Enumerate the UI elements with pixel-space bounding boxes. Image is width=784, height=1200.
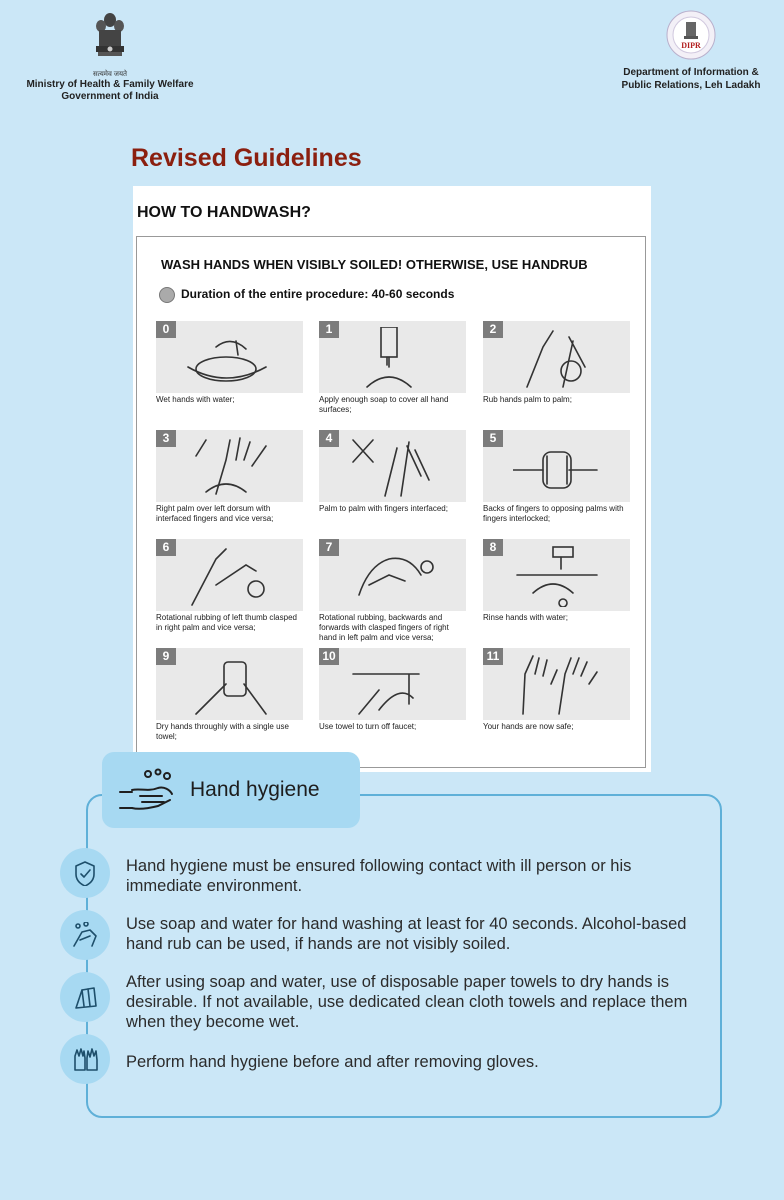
- step-8: [483, 539, 630, 623]
- step-illustration: [156, 648, 303, 720]
- hygiene-item-text: Use soap and water for hand washing at least for 40 seconds. Alcohol-based hand rub can be used, if hands are not visibly soiled.: [126, 915, 687, 953]
- step-number: 5: [483, 430, 503, 447]
- step-6: [156, 539, 303, 633]
- hygiene-item: [60, 910, 700, 970]
- step-number: 0: [156, 321, 176, 338]
- ministry-header: [20, 10, 200, 103]
- department-line2: Public Relations, Leh Ladakh: [621, 80, 761, 91]
- step-illustration: [319, 539, 466, 611]
- hand-hygiene-tab: [102, 752, 360, 828]
- step-7: [319, 539, 466, 643]
- step-caption: Wet hands with water;: [156, 395, 235, 404]
- step-caption: Use towel to turn off faucet;: [319, 722, 417, 731]
- step-3: [156, 430, 303, 524]
- hygiene-item-text: After using soap and water, use of disposable paper towels to dry hands is desirable. If not available, use dedicated clean cloth towels and replace them when they become wet.: [126, 973, 688, 1031]
- duration-line: [159, 287, 454, 303]
- step-number: 7: [319, 539, 339, 556]
- motto-text: सत्यमेव जयते: [92, 71, 128, 78]
- step-caption: Rotational rubbing, backwards and forwards with clasped fingers of right hand in left palm and vice versa;: [319, 613, 449, 642]
- step-illustration: [483, 539, 630, 611]
- page-title: Revised Guidelines: [131, 144, 362, 172]
- step-5: [483, 430, 630, 524]
- step-1: [319, 321, 466, 415]
- step-number: 1: [319, 321, 339, 338]
- clock-icon: [159, 287, 175, 303]
- step-number: 3: [156, 430, 176, 447]
- hygiene-item: [60, 848, 700, 908]
- step-number: 9: [156, 648, 176, 665]
- hands-illustration-icon: [513, 327, 601, 389]
- hands-illustration-icon: [186, 545, 274, 607]
- hands-illustration-icon: [186, 436, 274, 498]
- step-illustration: [156, 430, 303, 502]
- poster-title: HOW TO HANDWASH?: [137, 204, 311, 221]
- step-illustration: [483, 648, 630, 720]
- hands-illustration-icon: [513, 545, 601, 607]
- hygiene-item-text: Perform hand hygiene before and after removing gloves.: [126, 1053, 539, 1071]
- hygiene-item-text: Hand hygiene must be ensured following contact with ill person or his immediate environment.: [126, 857, 632, 895]
- hands-illustration-icon: [186, 327, 274, 389]
- step-illustration: [319, 321, 466, 393]
- step-illustration: [156, 539, 303, 611]
- shield-hand-icon: [60, 848, 110, 898]
- step-4: [319, 430, 466, 514]
- dipr-header: [606, 10, 776, 92]
- hygiene-item: [60, 1034, 700, 1094]
- step-number: 11: [483, 648, 503, 665]
- handwash-poster: [133, 186, 651, 772]
- step-caption: Rub hands palm to palm;: [483, 395, 572, 404]
- step-11: [483, 648, 630, 732]
- hands-illustration-icon: [349, 545, 437, 607]
- government-name: Government of India: [61, 91, 159, 102]
- soap-hands-icon: [60, 910, 110, 960]
- step-illustration: [483, 430, 630, 502]
- department-line1: Department of Information &: [623, 67, 759, 78]
- step-caption: Rotational rubbing of left thumb clasped in right palm and vice versa;: [156, 613, 297, 632]
- step-number: 6: [156, 539, 176, 556]
- hand-hygiene-label: Hand hygiene: [190, 778, 320, 801]
- paper-towel-icon: [60, 972, 110, 1022]
- gloves-icon: [60, 1034, 110, 1084]
- ministry-name: Ministry of Health & Family Welfare: [26, 79, 194, 90]
- step-illustration: [319, 430, 466, 502]
- step-caption: Backs of fingers to opposing palms with fingers interlocked;: [483, 504, 624, 523]
- national-emblem-icon: [91, 10, 129, 68]
- step-number: 8: [483, 539, 503, 556]
- hands-illustration-icon: [186, 654, 274, 716]
- hygiene-item: [60, 972, 700, 1032]
- hands-illustration-icon: [349, 436, 437, 498]
- poster-inner-frame: [136, 236, 646, 768]
- step-caption: Dry hands throughly with a single use towel;: [156, 722, 289, 741]
- step-caption: Right palm over left dorsum with interfaced fingers and vice versa;: [156, 504, 274, 523]
- department-name: [606, 66, 776, 92]
- step-2: [483, 321, 630, 405]
- hand-wash-icon: [118, 768, 176, 817]
- duration-text: Duration of the entire procedure: 40-60 seconds: [181, 287, 455, 302]
- poster-heading: WASH HANDS WHEN VISIBLY SOILED! OTHERWISE, USE HANDRUB: [161, 257, 588, 272]
- hands-illustration-icon: [513, 436, 601, 498]
- dipr-seal-text: DIPR: [681, 41, 701, 50]
- step-number: 2: [483, 321, 503, 338]
- step-illustration: [156, 321, 303, 393]
- hands-illustration-icon: [349, 327, 437, 389]
- hands-illustration-icon: [513, 654, 601, 716]
- step-10: [319, 648, 466, 732]
- step-illustration: [483, 321, 630, 393]
- step-number: 10: [319, 648, 339, 665]
- step-illustration: [319, 648, 466, 720]
- step-caption: Palm to palm with fingers interfaced;: [319, 504, 448, 513]
- dipr-seal-icon: [666, 10, 716, 60]
- step-caption: Rinse hands with water;: [483, 613, 568, 622]
- step-9: [156, 648, 303, 742]
- step-caption: Apply enough soap to cover all hand surfaces;: [319, 395, 449, 414]
- step-caption: Your hands are now safe;: [483, 722, 574, 731]
- hands-illustration-icon: [349, 654, 437, 716]
- step-0: [156, 321, 303, 405]
- step-number: 4: [319, 430, 339, 447]
